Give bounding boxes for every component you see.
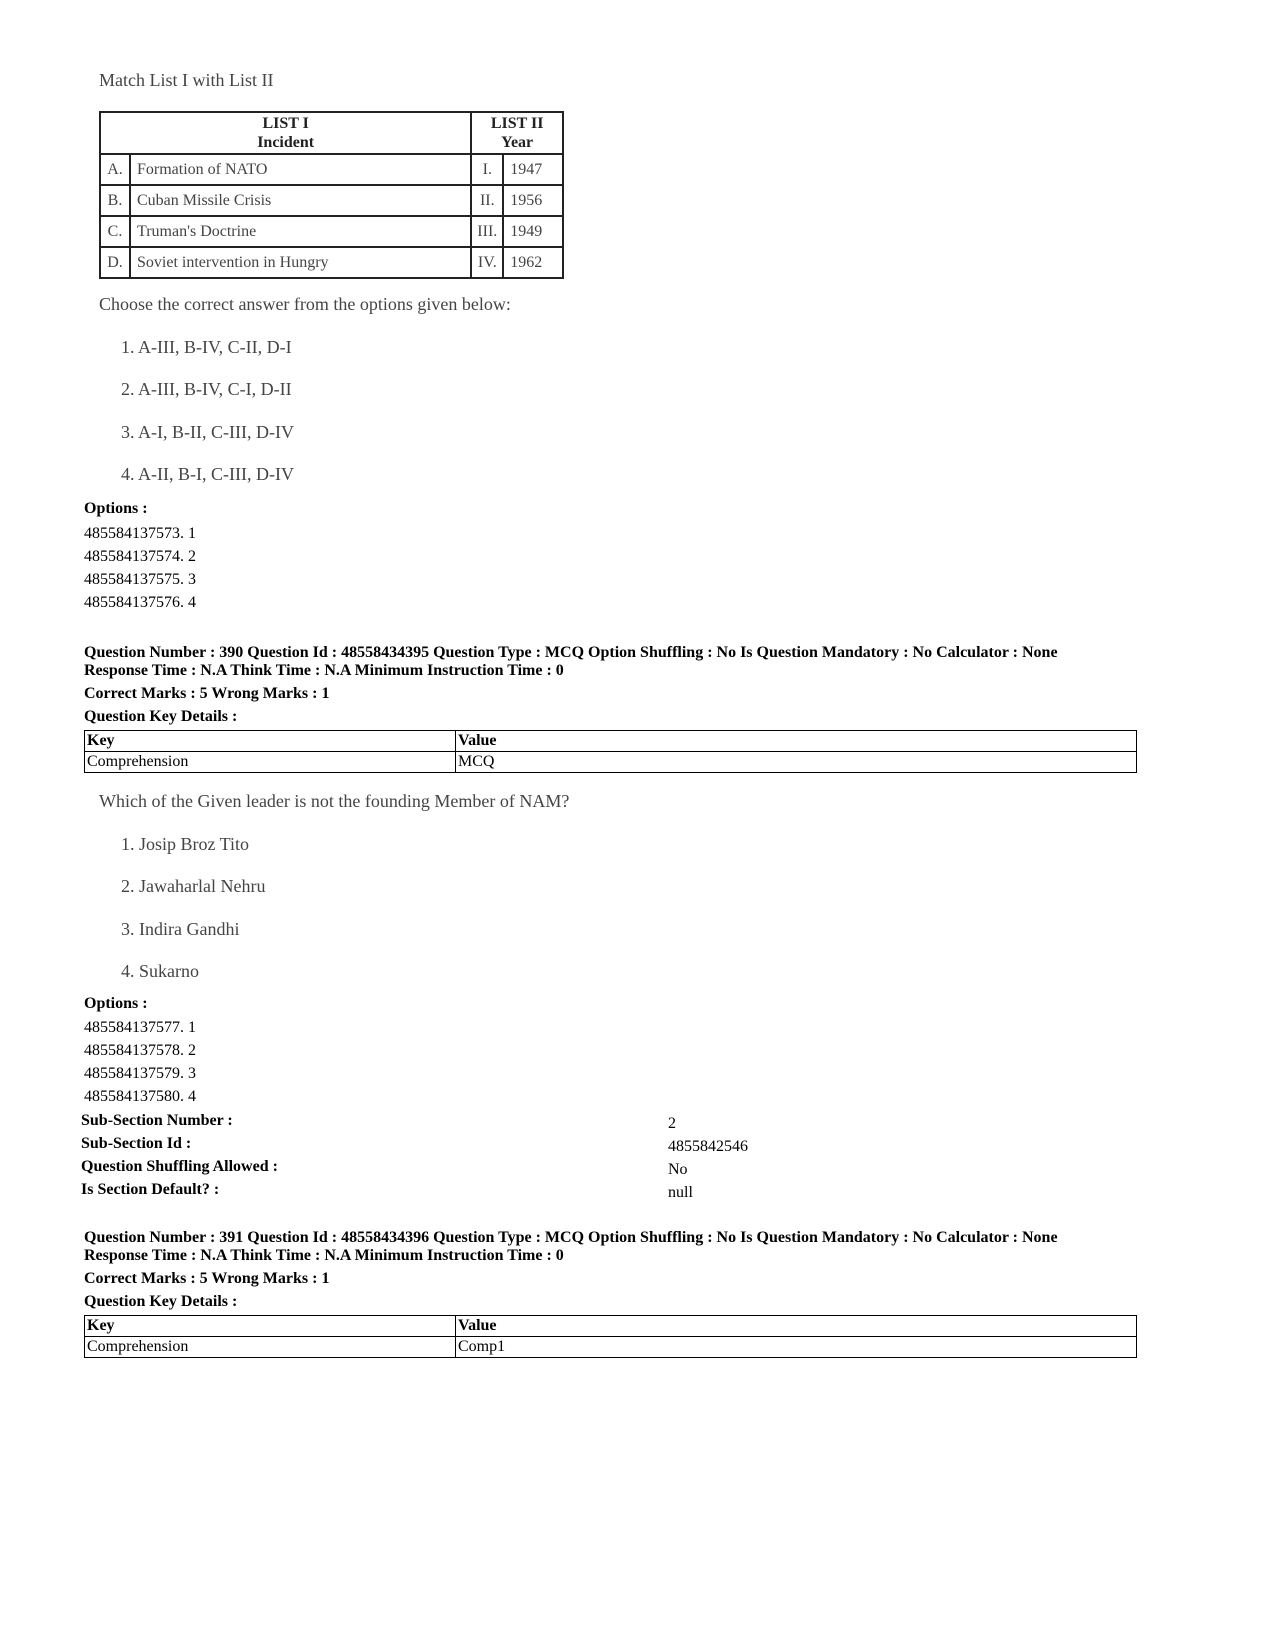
options-label: Options : (84, 995, 148, 1012)
q389-prompt: Match List I with List II (99, 70, 274, 90)
table-row: D. Soviet intervention in Hungry IV. 1962 (100, 247, 563, 278)
list-item: 485584137579. 3 (84, 1065, 196, 1082)
q391-marks: Correct Marks : 5 Wrong Marks : 1 (84, 1270, 330, 1287)
list-item: 485584137580. 4 (84, 1088, 196, 1105)
key-header: Key (85, 731, 456, 752)
table-row: A. Formation of NATO I. 1947 (100, 154, 563, 185)
subsection-row: Sub-Section Number : 2 (81, 1112, 676, 1132)
value-header: Value (456, 731, 1137, 752)
list-item: 485584137574. 2 (84, 548, 196, 565)
q390-marks: Correct Marks : 5 Wrong Marks : 1 (84, 685, 330, 702)
key-header: Key (85, 1316, 456, 1337)
q390-prompt: Which of the Given leader is not the founding Member of NAM? (99, 791, 570, 811)
choice-2: 2. A-III, B-IV, C-I, D-II (121, 379, 292, 399)
table-row: B. Cuban Missile Crisis II. 1956 (100, 185, 563, 216)
list-item: 485584137578. 2 (84, 1042, 196, 1059)
table-row: Comprehension MCQ (85, 752, 1137, 773)
choice-4: 4. A-II, B-I, C-III, D-IV (121, 464, 294, 484)
list-item: 485584137576. 4 (84, 594, 196, 611)
table-row: C. Truman's Doctrine III. 1949 (100, 216, 563, 247)
options-list (84, 522, 196, 614)
list-item: 485584137575. 3 (84, 571, 196, 588)
subsection-info (81, 1112, 748, 1204)
q390-meta-line1: Question Number : 390 Question Id : 48558434395 Question Type : MCQ Option Shuffling : No Is Question Mandatory : No Calculator : None (84, 644, 1058, 661)
subsection-row: Is Section Default? : null (81, 1181, 693, 1201)
choice-2: 2. Jawaharlal Nehru (121, 876, 266, 896)
choice-1: 1. A-III, B-IV, C-II, D-I (121, 337, 292, 357)
choice-1: 1. Josip Broz Tito (121, 834, 250, 854)
list1-header: LIST I Incident (100, 112, 471, 154)
options-list (84, 1016, 196, 1108)
subsection-row: Question Shuffling Allowed : No (81, 1158, 688, 1178)
list-item: 485584137577. 1 (84, 1019, 196, 1036)
q390-meta-line2: Response Time : N.A Think Time : N.A Minimum Instruction Time : 0 (84, 662, 564, 679)
choice-3: 3. A-I, B-II, C-III, D-IV (121, 422, 294, 442)
subsection-row: Sub-Section Id : 4855842546 (81, 1135, 748, 1155)
q391-meta-line2: Response Time : N.A Think Time : N.A Minimum Instruction Time : 0 (84, 1247, 564, 1264)
q390-key-table (84, 730, 1137, 773)
q391-key-table (84, 1315, 1137, 1358)
list2-header: LIST II Year (471, 112, 563, 154)
match-table (99, 111, 564, 279)
list-item: 485584137573. 1 (84, 525, 196, 542)
table-row: Comprehension Comp1 (85, 1337, 1137, 1358)
q390-key-details-label: Question Key Details : (84, 708, 238, 725)
q391-meta-line1: Question Number : 391 Question Id : 48558434396 Question Type : MCQ Option Shuffling : No Is Question Mandatory : No Calculator : None (84, 1229, 1058, 1246)
q391-key-details-label: Question Key Details : (84, 1293, 238, 1310)
choice-3: 3. Indira Gandhi (121, 919, 240, 939)
value-header: Value (456, 1316, 1137, 1337)
options-label: Options : (84, 500, 148, 517)
choice-4: 4. Sukarno (121, 961, 199, 981)
q389-instruction: Choose the correct answer from the options given below: (99, 294, 511, 314)
